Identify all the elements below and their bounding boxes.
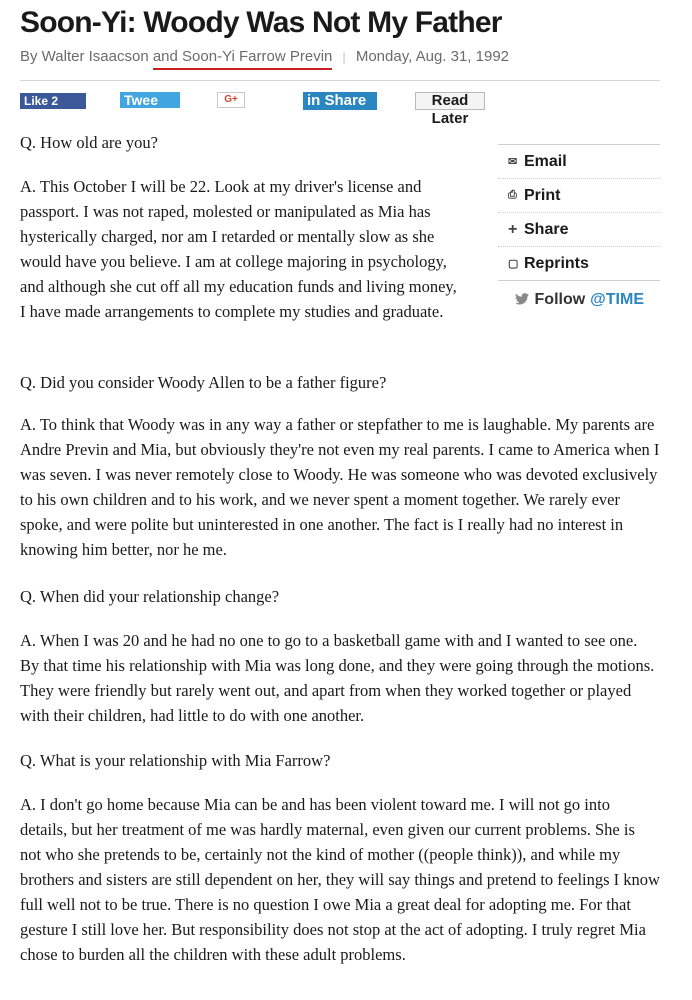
byline-coauthor-highlighted[interactable]: and Soon-Yi Farrow Previn (153, 48, 333, 70)
sidebar-item-label: Share (524, 220, 569, 238)
sidebar-item-reprints[interactable] (498, 247, 660, 281)
googleplus-button[interactable]: G+ (217, 92, 245, 108)
byline-separator: | (342, 50, 346, 64)
sidebar-item-label: Print (524, 186, 561, 204)
read-later-label-line2: Later (431, 110, 469, 127)
sidebar-item-email[interactable] (498, 145, 660, 179)
facebook-like-button[interactable]: Like 2 (20, 93, 86, 109)
article-headline: Soon-Yi: Woody Was Not My Father (20, 6, 502, 39)
twitter-bird-icon (515, 292, 529, 308)
plus-icon: + (508, 220, 518, 238)
tweet-button[interactable]: Twee (120, 92, 180, 108)
document-icon: ▢ (508, 258, 519, 270)
answer-1: A. This October I will be 22. Look at my driver's license and passport. I was not raped, molested or manipulated as Mia has hysterically charged, nor am I retarded or mentally slow as she would have you believe. I am at college majoring in psychology, and although she cut off all my education funds and living money, I have made arrangements to complete my studies and graduate. (20, 177, 457, 321)
byline-author[interactable]: By Walter Isaacson (20, 48, 149, 65)
question-2: Q. Did you consider Woody Allen to be a father figure? (20, 373, 387, 392)
answer-4: A. I don't go home because Mia can be and has been violent toward me. I will not go into details, but her treatment of me was hardly maternal, even given our current problems. She is not who she pretends to be, certainly not the kind of mother ((people think)), and while my brothers and sisters are still dependent on her, they will say things and pretend to feelings I know full well not to be true. There is no question I owe Mia a great deal for adopting me. For that gesture I still love her. But responsibility does not stop at the act of adopting. I truly regret Mia chose to burden all the children with these adult problems. (20, 795, 660, 964)
sidebar-item-print[interactable] (498, 179, 660, 213)
article-tools-sidebar (498, 144, 660, 319)
envelope-icon: ✉ (508, 156, 518, 168)
follow-label: Follow (534, 291, 586, 308)
follow-time-button[interactable] (498, 281, 660, 319)
publish-date: Monday, Aug. 31, 1992 (355, 48, 510, 65)
question-4: Q. What is your relationship with Mia Farrow? (20, 751, 331, 770)
printer-icon: ⎙ (508, 189, 517, 201)
linkedin-share-button[interactable]: in Share (303, 92, 377, 110)
read-later-button[interactable] (415, 92, 485, 127)
question-1: Q. How old are you? (20, 133, 158, 152)
sidebar-item-label: Reprints (524, 254, 589, 272)
sidebar-item-label: Email (524, 152, 567, 170)
time-handle[interactable]: @TIME (590, 291, 644, 308)
header-divider (20, 80, 660, 81)
sidebar-item-share[interactable] (498, 213, 660, 247)
read-later-label-line1: Read (431, 92, 469, 109)
question-3: Q. When did your relationship change? (20, 587, 280, 606)
share-toolbar (20, 90, 500, 126)
byline (20, 48, 509, 65)
answer-3: A. When I was 20 and he had no one to go to a basketball game with and I wanted to see one. By that time his relationship with Mia was long done, and they were going through the motions. They were friendly but rarely went out, and apart from when they worked together or played with their children, had little to do with one another. (20, 631, 655, 725)
answer-2: A. To think that Woody was in any way a father or stepfather to me is laughable. My parents are Andre Previn and Mia, but obviously they're not even my real parents. I came to America when I was seven. I was never remotely close to Woody. He was someone who was devoted exclusively to his own children and to his work, and we never spent a moment together. We rarely ever spoke, and were polite but uninterested in one another. The fact is I really had no interest in knowing him better, nor he me. (20, 415, 660, 559)
